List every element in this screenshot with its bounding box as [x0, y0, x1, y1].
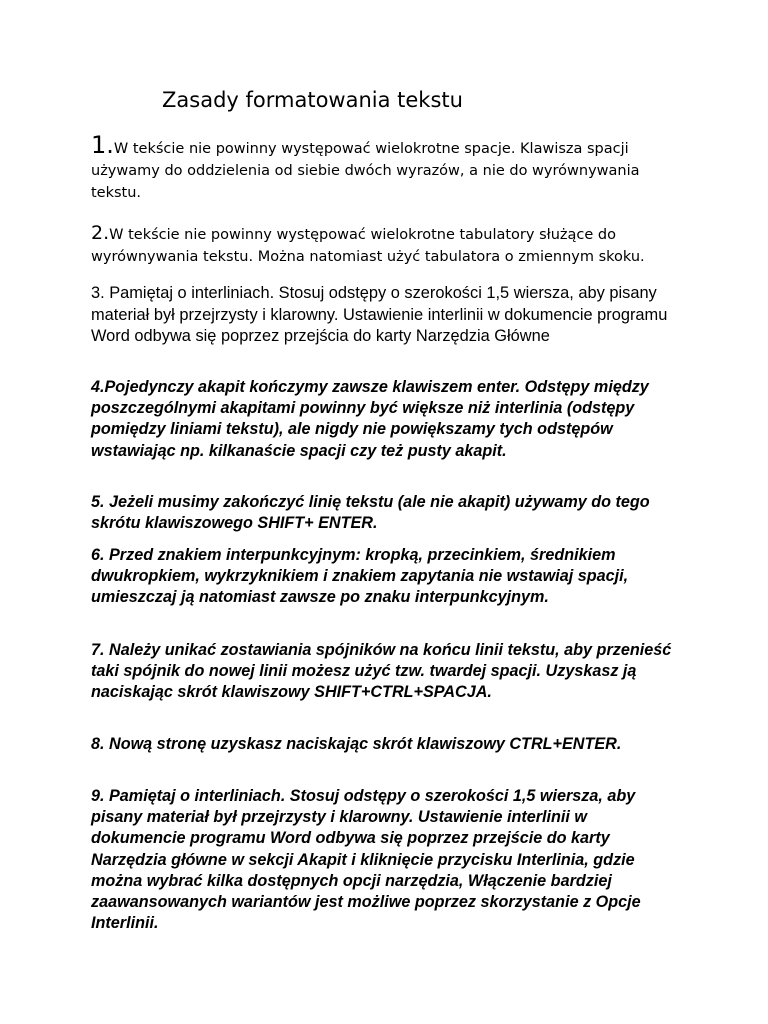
paragraph-2-text: W tekście nie powinny występować wielokrotne tabulatory służące do wyrównywania tekstu. Można natomiast użyć tabulatora o zmiennym skoku.: [91, 227, 645, 265]
paragraph-1: [91, 131, 681, 204]
paragraph-2-number: 2.: [91, 222, 110, 244]
paragraph-6: 6. Przed znakiem interpunkcyjnym: kropką, przecinkiem, średnikiem dwukropkiem, wykrzyknikiem i znakiem zapytania nie wstawiaj spacji, umieszczaj ją natomiast zawsze po znaku interpunkcyjnym.: [91, 546, 629, 607]
paragraph-7: 7. Należy unikać zostawiania spójników na końcu linii tekstu, aby przenieść taki spójnik do nowej linii możesz użyć tzw. twardej spacji. Uzyskasz ją naciskając skrót klawiszowy SHIFT+CTRL+SPACJA.: [91, 641, 672, 702]
paragraph-1-text: W tekście nie powinny występować wielokrotne spacje. Klawisza spacji używamy do oddzielenia od siebie dwóch wyrazów, a nie do wyrównywania tekstu.: [91, 141, 640, 201]
paragraph-1-number: 1.: [91, 131, 114, 159]
paragraph-9: 9. Pamiętaj o interliniach. Stosuj odstępy o szerokości 1,5 wiersza, aby pisany materiał był przejrzysty i klarowny. Ustawienie interlinii w dokumencie programu Word odbywa się poprzez przejście do karty Narzędzia główne w sekcji Akapit i kliknięcie przycisku Interlinia, gdzie można wybrać kilka dostępnych opcji narzędzia, Włączenie bardziej zaawansowanych wariantów jest możliwe poprzez skorzystanie z Opcje Interlinii.: [91, 787, 641, 933]
paragraph-4: 4.Pojedynczy akapit kończymy zawsze klawiszem enter. Odstępy między poszczególnymi akapitami powinny być większe niż interlinia (odstępy pomiędzy liniami tekstu), ale nigdy nie powiększamy tych odstępów wstawiając np. kilkanaście spacji czy też pusty akapit.: [91, 378, 649, 460]
paragraph-5: 5. Jeżeli musimy zakończyć linię tekstu (ale nie akapit) używamy do tego skrótu klawiszowego SHIFT+ ENTER.: [91, 493, 650, 533]
paragraph-3: 3. Pamiętaj o interliniach. Stosuj odstępy o szerokości 1,5 wiersza, aby pisany materiał był przejrzysty i klarowny. Ustawienie interlinii w dokumencie programu Word odbywa się poprzez przejścia do karty Narzędzia Główne: [91, 284, 668, 345]
paragraph-2: [91, 222, 681, 268]
paragraph-8: 8. Nową stronę uzyskasz naciskając skrót klawiszowy CTRL+ENTER.: [91, 735, 622, 753]
document-title: Zasady formatowania tekstu: [162, 88, 463, 112]
